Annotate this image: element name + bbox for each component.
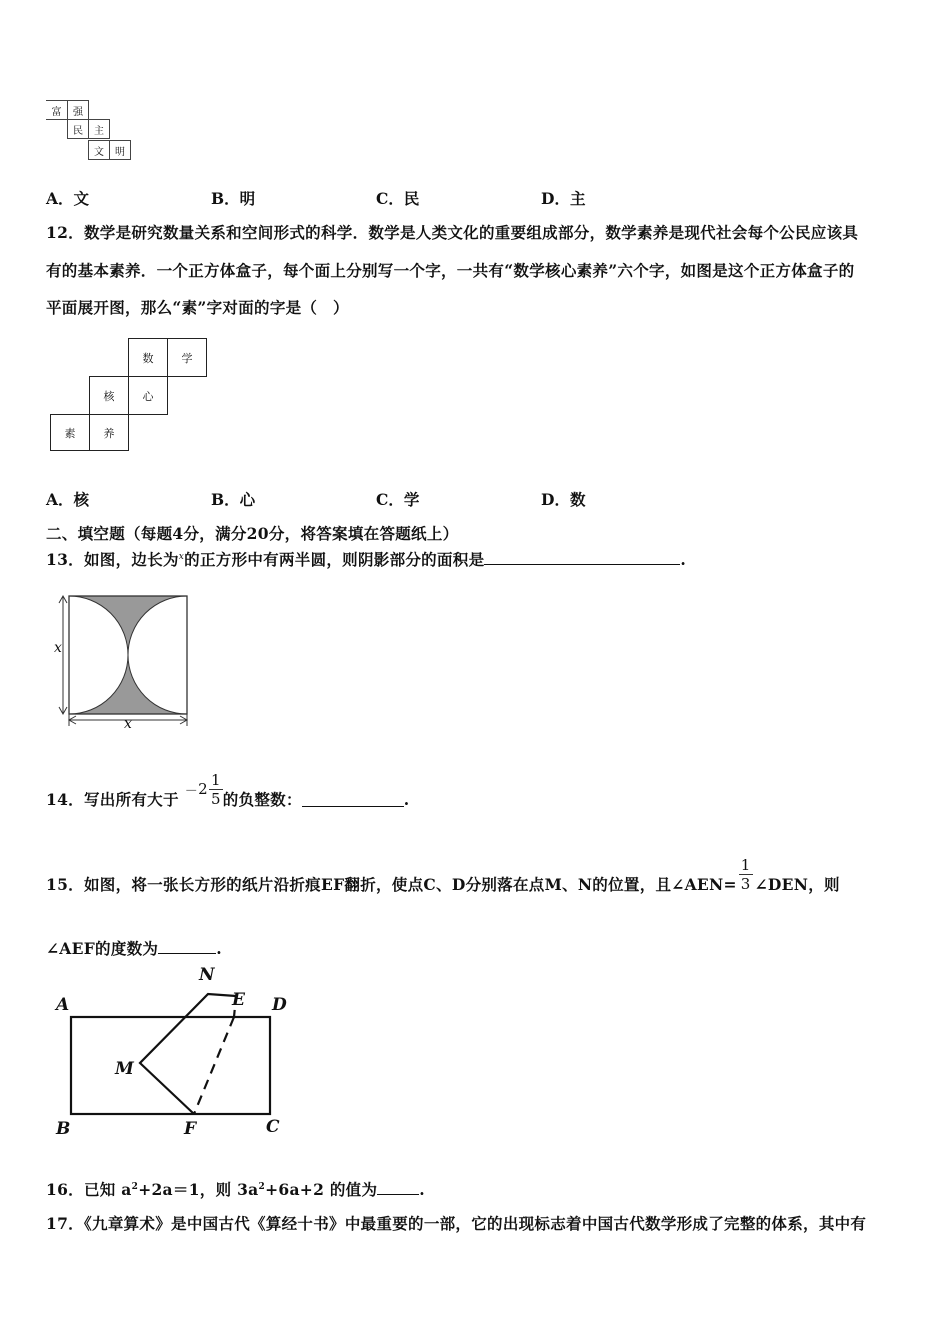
q12-option-b: B．心 — [211, 490, 256, 509]
q15-label-a: A — [56, 995, 70, 1015]
q11-option-d: D．主 — [541, 189, 586, 208]
cube-face-su: 素 — [50, 414, 90, 451]
q16-mid: +2a＝1，则 3a — [138, 1180, 259, 1199]
q15-denominator: 3 — [740, 874, 751, 893]
q15-fraction — [739, 856, 753, 893]
q14-end: . — [403, 789, 410, 809]
net-cell-5: 文 — [88, 140, 110, 160]
q14-mixed-number — [185, 771, 223, 808]
section-2-heading: 二、填空题（每题4分，满分20分，将答案填在答题纸上） — [46, 524, 459, 543]
q12-line-2: 有的基本素养．一个正方体盒子，每个面上分别写一个字，一共有“数学核心素养”六个字，如图是这个正方体盒子的 — [46, 261, 855, 280]
q15-numerator: 1 — [740, 855, 751, 874]
q14-sign: － — [184, 783, 199, 799]
q16-exp-2: 2 — [258, 1181, 266, 1192]
cube-face-xue: 学 — [167, 338, 207, 377]
q13-square-figure — [50, 590, 195, 735]
q14-answer-blank[interactable] — [302, 792, 404, 807]
q15-line-2 — [46, 937, 222, 959]
q13-var: x — [178, 551, 185, 562]
q11-option-c: C．民 — [376, 189, 420, 208]
cube-face-xin: 心 — [128, 376, 168, 415]
q16-prefix: 16．已知 a — [46, 1180, 132, 1199]
net-cell-6: 明 — [109, 140, 131, 160]
q16-answer-blank[interactable] — [377, 1180, 419, 1195]
q12-option-d: D．数 — [541, 490, 586, 509]
cube-face-shu: 数 — [128, 338, 168, 377]
q12-option-a: A．核 — [46, 490, 90, 509]
q15-label-n: N — [199, 965, 215, 985]
q15-label-b: B — [56, 1119, 71, 1139]
net-cell-1: 富 — [46, 100, 68, 120]
q15-answer-blank[interactable] — [158, 939, 216, 954]
q15-label-f: F — [184, 1119, 197, 1139]
q14-prefix: 14．写出所有大于 — [46, 790, 179, 809]
q15-suffix: ∠DEN，则 — [754, 875, 840, 894]
q14-fraction — [209, 771, 223, 808]
q15-label-m: M — [115, 1059, 134, 1079]
q15-end: . — [216, 939, 222, 958]
q16-text — [46, 1178, 425, 1200]
q15-label-c: C — [266, 1117, 280, 1137]
q12-cube-net-figure — [48, 338, 213, 454]
q16-exp-1: 2 — [131, 1181, 139, 1192]
q11-option-b: B．明 — [211, 189, 256, 208]
q12-line-1: 12．数学是研究数量关系和空间形式的科学．数学是人类文化的重要组成部分，数学素养是现代社会每个公民应该具 — [46, 223, 859, 242]
q16-suffix: +6a+2 的值为 — [265, 1180, 378, 1199]
q15-line-2-text: ∠AEF的度数为 — [46, 939, 159, 958]
q14-text — [46, 764, 410, 814]
q15-prefix: 15．如图，将一张长方形的纸片沿折痕EF翻折，使点C、D分别落在点M、N的位置，且∠AEN= — [46, 875, 737, 894]
q11-option-a: A．文 — [46, 189, 90, 208]
q13-suffix: 的正方形中有两半圆，则阴影部分的面积是 — [184, 550, 485, 569]
q13-end: . — [680, 550, 687, 569]
q14-numerator: 1 — [210, 770, 221, 789]
q14-whole: 2 — [198, 780, 208, 798]
q17-line-1: 17．《九章算术》是中国古代《算经十书》中最重要的一部，它的出现标志着中国古代数学形成了完整的体系，其中有 — [46, 1214, 867, 1233]
q15-label-d: D — [272, 995, 287, 1015]
q13-text — [46, 548, 686, 570]
q15-folded-flap — [140, 994, 236, 1114]
q15-label-e: E — [232, 990, 245, 1010]
q12-line-3: 平面展开图，那么“素”字对面的字是（ ） — [46, 298, 349, 317]
q15-line-1 — [46, 848, 840, 900]
q16-end: . — [419, 1180, 425, 1199]
q13-label-left-x: x — [54, 640, 62, 656]
q13-prefix: 13．如图，边长为 — [46, 550, 179, 569]
q13-answer-blank[interactable] — [484, 550, 680, 565]
q15-fold-line-ef — [194, 1017, 234, 1114]
cube-face-he: 核 — [89, 376, 129, 415]
q11-net-figure — [46, 98, 136, 164]
net-cell-2: 强 — [67, 100, 89, 120]
q14-denominator: 5 — [210, 789, 221, 808]
q13-label-bottom-x: x — [124, 716, 132, 732]
cube-face-yang: 养 — [89, 414, 129, 451]
q12-option-c: C．学 — [376, 490, 420, 509]
net-cell-4: 主 — [88, 119, 110, 139]
net-cell-3: 民 — [67, 119, 89, 139]
q14-suffix: 的负整数： — [222, 790, 302, 809]
